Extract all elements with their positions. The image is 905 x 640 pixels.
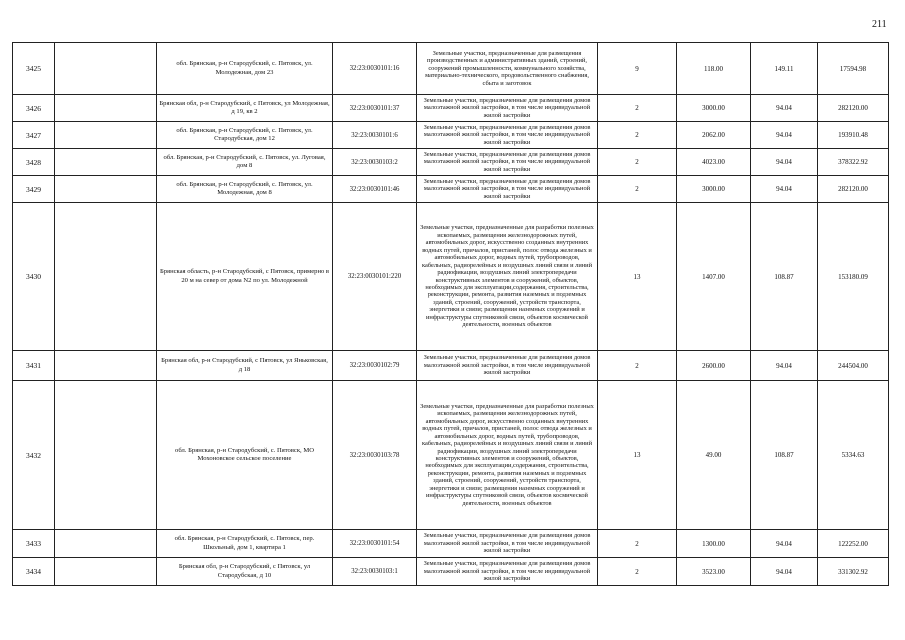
address-cell: обл. Брянская, р-н Стародубский, с. Пятовск, ул. Стародубская, дом 12 [157,122,333,149]
group-cell: 2 [598,176,677,203]
page-number: 211 [872,19,887,30]
land-use-cell: Земельные участки, предназначенные для размещения домов малоэтажной жилой застройки, в том числе индивидуальной жилой застройки [417,351,598,381]
cadastral-value-cell: 193910.48 [818,122,889,149]
table-row [13,203,889,351]
row-number-cell: 3431 [13,351,55,381]
address-cell: обл. Брянская, р-н Стародубский, с. Пятовск, пер. Школьный, дом 1, квартира 1 [157,530,333,558]
address-cell: обл. Брянская, р-н Стародубский, с. Пятовск, ул. Молодежная, дом 23 [157,43,333,95]
specific-value-cell: 94.04 [751,530,818,558]
area-cell: 3000.00 [677,95,751,122]
address-cell: обл. Брянская, р-н Стародубский, с. Пятовск, ул. Луговая, дом 8 [157,149,333,176]
table-row [13,381,889,530]
area-cell: 2062.00 [677,122,751,149]
cadastral-value-cell: 378322.92 [818,149,889,176]
address-cell: обл. Брянская, р-н Стародубский, с. Пятовск, МО Мохоновское сельское поселение [157,381,333,530]
table-row [13,351,889,381]
group-cell: 2 [598,122,677,149]
group-cell: 2 [598,530,677,558]
table-row [13,122,889,149]
group-cell: 2 [598,149,677,176]
area-cell: 118.00 [677,43,751,95]
area-cell: 1300.00 [677,530,751,558]
group-cell: 2 [598,558,677,586]
cadastral-value-cell: 244504.00 [818,351,889,381]
address-cell: Брянская обл, р-н Стародубский, с Пятовск, ул Молодежная, д 19, кв 2 [157,95,333,122]
empty-cell [55,176,157,203]
row-number-cell: 3425 [13,43,55,95]
cadastral-number-cell: 32:23:0030103:2 [333,149,417,176]
group-cell: 13 [598,381,677,530]
land-use-cell: Земельные участки, предназначенные для размещения домов малоэтажной жилой застройки, в том числе индивидуальной жилой застройки [417,558,598,586]
table-row [13,176,889,203]
empty-cell [55,122,157,149]
empty-cell [55,351,157,381]
address-cell: обл. Брянская, р-н Стародубский, с. Пятовск, ул. Молодежная, дом 8 [157,176,333,203]
table-row [13,43,889,95]
specific-value-cell: 108.87 [751,203,818,351]
table-row [13,149,889,176]
row-number-cell: 3433 [13,530,55,558]
empty-cell [55,43,157,95]
row-number-cell: 3427 [13,122,55,149]
land-use-cell: Земельные участки, предназначенные для размещения домов малоэтажной жилой застройки, в том числе индивидуальной жилой застройки [417,530,598,558]
table-row [13,530,889,558]
area-cell: 2600.00 [677,351,751,381]
land-use-cell: Земельные участки, предназначенные для размещения производственных и административных зданий, строений, сооружений промышленности, коммунального хозяйства, материально-технического, продовольственного снабжения, сбыта и заготовок [417,43,598,95]
group-cell: 9 [598,43,677,95]
cadastral-number-cell: 32:23:0030101:6 [333,122,417,149]
specific-value-cell: 108.87 [751,381,818,530]
row-number-cell: 3426 [13,95,55,122]
specific-value-cell: 94.04 [751,95,818,122]
row-number-cell: 3434 [13,558,55,586]
cadastral-value-cell: 153180.09 [818,203,889,351]
address-cell: Брянская обл, р-н Стародубский, с Пятовск, ул Стародубская, д 10 [157,558,333,586]
cadastral-value-cell: 282120.00 [818,95,889,122]
cadastral-number-cell: 32:23:0030101:16 [333,43,417,95]
cadastral-number-cell: 32:23:0030101:54 [333,530,417,558]
table-row [13,95,889,122]
cadastral-value-cell: 331302.92 [818,558,889,586]
specific-value-cell: 94.04 [751,176,818,203]
cadastral-value-cell: 282120.00 [818,176,889,203]
row-number-cell: 3429 [13,176,55,203]
cadastral-number-cell: 32:23:0030101:220 [333,203,417,351]
land-use-cell: Земельные участки, предназначенные для размещения домов малоэтажной жилой застройки, в том числе индивидуальной жилой застройки [417,176,598,203]
land-use-cell: Земельные участки, предназначенные для размещения домов малоэтажной жилой застройки, в том числе индивидуальной жилой застройки [417,122,598,149]
empty-cell [55,203,157,351]
cadastral-number-cell: 32:23:0030103:1 [333,558,417,586]
area-cell: 3523.00 [677,558,751,586]
table-row [13,558,889,586]
specific-value-cell: 94.04 [751,558,818,586]
cadastral-number-cell: 32:23:0030103:78 [333,381,417,530]
land-use-cell: Земельные участки, предназначенные для разработки полезных ископаемых, размещения железнодорожных путей, автомобильных дорог, искусственно созданных внутренних водных путей, причалов, пристаней, полос отвода железных и автомобильных дорог, водных путей, трубопроводов, кабельных, радиорелейных и воздушных линий связи и линий радиофикации, воздушных линий электропередачи конструктивных элементов и сооружений, объектов, необходимых для эксплуатации,содержания, строительства, реконструкции, ремонта, развития наземных и подземных зданий, строений, сооружений, устройств транспорта, энергетики и связи; размещения наземных сооружений и инфраструктуры спутниковой связи, объектов космической деятельности, военных объектов [417,381,598,530]
cadastral-value-cell: 5334.63 [818,381,889,530]
area-cell: 4023.00 [677,149,751,176]
empty-cell [55,95,157,122]
specific-value-cell: 94.04 [751,149,818,176]
group-cell: 2 [598,351,677,381]
land-use-cell: Земельные участки, предназначенные для размещения домов малоэтажной жилой застройки, в том числе индивидуальной жилой застройки [417,95,598,122]
specific-value-cell: 149.11 [751,43,818,95]
land-use-cell: Земельные участки, предназначенные для разработки полезных ископаемых, размещения железнодорожных путей, автомобильных дорог, искусственно созданных внутренних водных путей, причалов, пристаней, полос отвода железных и автомобильных дорог, водных путей, трубопроводов, кабельных, радиорелейных и воздушных линий связи и линий радиофикации, воздушных линий электропередачи конструктивных элементов и сооружений, объектов, необходимых для эксплуатации,содержания, строительства, реконструкции, ремонта, развития наземных и подземных зданий, строений, сооружений, устройств транспорта, энергетики и связи; размещения наземных сооружений и инфраструктуры спутниковой связи, объектов космической деятельности, военных объектов [417,203,598,351]
row-number-cell: 3430 [13,203,55,351]
empty-cell [55,381,157,530]
specific-value-cell: 94.04 [751,351,818,381]
cadastral-number-cell: 32:23:0030101:37 [333,95,417,122]
area-cell: 1407.00 [677,203,751,351]
empty-cell [55,530,157,558]
row-number-cell: 3432 [13,381,55,530]
cadastral-value-table [12,42,889,586]
address-cell: Брянская область, р-н Стародубский, с Пятовск, примерно в 20 м на север от дома N2 по ул. Молодежной [157,203,333,351]
empty-cell [55,149,157,176]
group-cell: 2 [598,95,677,122]
cadastral-value-cell: 122252.00 [818,530,889,558]
row-number-cell: 3428 [13,149,55,176]
group-cell: 13 [598,203,677,351]
cadastral-number-cell: 32:23:0030101:46 [333,176,417,203]
cadastral-number-cell: 32:23:0030102:79 [333,351,417,381]
area-cell: 49.00 [677,381,751,530]
area-cell: 3000.00 [677,176,751,203]
cadastral-value-cell: 17594.98 [818,43,889,95]
specific-value-cell: 94.04 [751,122,818,149]
land-use-cell: Земельные участки, предназначенные для размещения домов малоэтажной жилой застройки, в том числе индивидуальной жилой застройки [417,149,598,176]
address-cell: Брянская обл, р-н Стародубский, с Пятовск, ул Яньковская, д 18 [157,351,333,381]
empty-cell [55,558,157,586]
